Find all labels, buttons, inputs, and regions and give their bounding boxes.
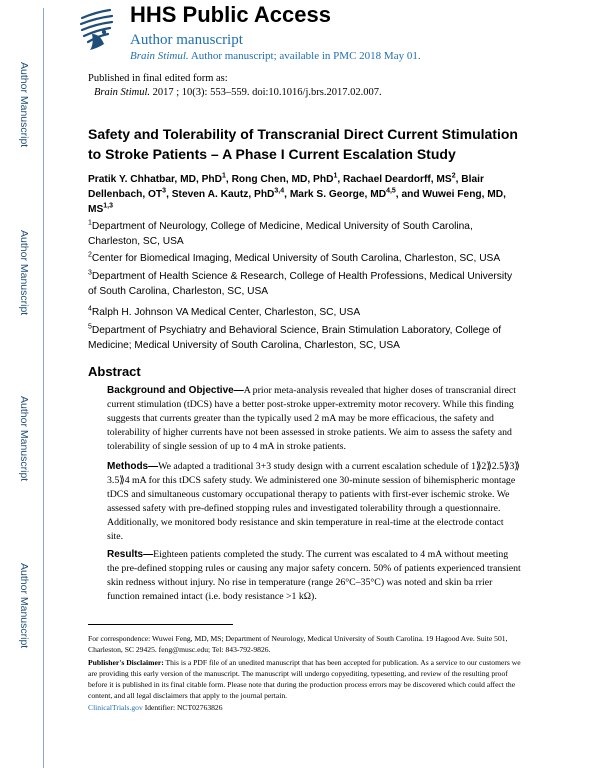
- availability-journal: Brain Stimul.: [130, 50, 189, 62]
- affiliation: [88, 252, 523, 267]
- affiliation-number: 4: [88, 305, 92, 313]
- methods-text: We adapted a traditional 3+3 study design with a current escalation schedule of 1⟫2⟫2.5⟫3⟫3.5⟫4 mA for this tDCS safety study. We administered one 30-minute session of bihemispheric montage tDCS and simultaneous customary occupational therapy to patients with first-ever ischemic stroke. We assessed safety with pre-defined stopping rules and investigated tolerability through a questionnaire. Additionally, we monitored body resistance and skin temperature in real-time at the electrode contact site.: [107, 461, 520, 542]
- publisher-disclaimer: [88, 657, 524, 701]
- affiliation-number: 5: [88, 323, 92, 331]
- author-name: Rong Chen, MD, PhD: [231, 174, 334, 185]
- abstract-results: [107, 548, 522, 604]
- author-name: Mark S. George, MD: [289, 189, 387, 200]
- sidebar-label: Author Manuscript: [18, 62, 30, 148]
- abstract-background: [107, 384, 522, 454]
- citation-line: [88, 86, 382, 100]
- hhs-eagle-logo-icon: [74, 4, 120, 54]
- article-title: Safety and Tolerability of Transcranial Direct Current Stimulation to Stroke Patients – A Phase I Current Escalation Study: [88, 126, 518, 162]
- background-label: Background and Objective—: [107, 385, 244, 396]
- trial-id-text: Identifier: NCT02763826: [144, 703, 223, 712]
- disclaimer-text: This is a PDF file of an unedited manuscript that has been accepted for publication. As a service to our customers we are providing this early version of the manuscript. The manuscript will undergo copyediting, typesetting, and review of the resulting proof before it is published in its final citable form. Please note that during the production process errors may be discovered which could affect the content, and all legal disclaimers that apply to the journal pertain.: [88, 658, 521, 700]
- abstract-methods: [107, 460, 522, 544]
- author-name: Rachael Deardorff, MS: [343, 174, 452, 185]
- sidebar-label: Author Manuscript: [18, 230, 30, 316]
- author-affil-sup: 1: [333, 172, 338, 180]
- disclaimer-label: Publisher's Disclaimer:: [88, 658, 164, 667]
- affiliation-text: Department of Health Science & Research, College of Health Professions, Medical University of South Carolina, Charleston, SC, USA: [88, 271, 513, 297]
- hhs-title: HHS Public Access: [130, 2, 331, 27]
- author-list: Pratik Y. Chhatbar, MD, PhD$^1$, Rong Chen, MD, PhD$^1$, Rachael Deardorff, $MS^2$, Blair Dellenbach, $OT^3$, Steven A. Kautz, PhD$^{3,4}$, Mark S. George, MD$^{4,5}$, and Wuwei Feng, MD, MS$^{1,3}$: [88, 172, 506, 215]
- author-name: Steven A. Kautz, PhD: [171, 189, 275, 200]
- affiliation-text: Department of Neurology, College of Medicine, Medical University of South Carolina, Charleston, SC, USA: [88, 221, 473, 247]
- background-text: A prior meta-analysis revealed that higher doses of transcranial direct current stimulation (tDCS) have a better post-stroke upper-extremity motor recovery. While this finding suggests that currents greater than the typically used 2 mA may be more efficacious, the safety and tolerability of higher currents have not been assessed in stroke patients. We aim to assess the safety and tolerability of single session of up to 4 mA in stroke patients.: [107, 385, 517, 452]
- author-name: Wuwei Feng, MD, MS: [88, 189, 506, 215]
- sidebar-label: Author Manuscript: [18, 563, 30, 649]
- results-label: Results—: [107, 549, 154, 560]
- affiliation: [88, 306, 523, 321]
- author-manuscript-subtitle: Author manuscript: [130, 32, 243, 48]
- affiliation-text: Department of Psychiatry and Behavioral Science, Brain Stimulation Laboratory, College of Medicine; Medical University of South Carolina, Charleston, SC, USA: [88, 325, 502, 351]
- affiliation: [88, 220, 523, 249]
- affiliation-number: 1: [88, 219, 92, 227]
- author-affil-sup: 3,4: [274, 187, 285, 195]
- author-affil-sup: 1,3: [103, 202, 114, 210]
- correspondence-note: For correspondence: Wuwei Feng, MD, MS; Department of Neurology, Medical University of South Carolina. 19 Hagood Ave. Suite 501, Charleston, SC 29425. feng@musc.edu; Tel: 843-792-9826.: [88, 634, 508, 654]
- author-affil-sup: 1: [221, 172, 226, 180]
- sidebar: [0, 0, 38, 776]
- results-text: Eighteen patients completed the study. The current was escalated to 4 mA without meeting the pre-defined stopping rules or causing any major safety concern. 50% of patients experienced transient skin redness without injury. No rise in temperature (range 26°C–35°C) was noted and skin ba rrier function remained intact (i.e. body resistance >1 kΩ).: [107, 549, 521, 602]
- affiliation-text: Ralph H. Johnson VA Medical Center, Charleston, SC, USA: [91, 307, 361, 318]
- clinicaltrials-link[interactable]: ClinicalTrials.gov: [88, 703, 143, 712]
- author-name: Pratik Y. Chhatbar, MD, PhD: [88, 174, 222, 185]
- author-name: Blair Dellenbach, OT: [88, 174, 484, 200]
- trial-identifier: [88, 702, 524, 713]
- availability-text: Author manuscript; available in PMC 2018 May 01.: [190, 50, 421, 62]
- author-affil-sup: 4,5: [386, 187, 396, 195]
- affiliation-text: Center for Biomedical Imaging, Medical University of South Carolina, Charleston, SC, USA: [91, 253, 501, 264]
- publication-info: [88, 72, 382, 100]
- affiliation-number: 3: [88, 269, 92, 277]
- affiliation-number: 2: [88, 251, 92, 259]
- affiliation: [88, 324, 523, 353]
- affiliation: [88, 270, 523, 299]
- published-line: Published in final edited form as:: [88, 73, 228, 84]
- citation-journal: Brain Stimul.: [94, 87, 151, 98]
- citation-details: 2017 ; 10(3): 553–559. doi:10.1016/j.brs.2017.02.007.: [152, 87, 382, 98]
- availability-line: [130, 50, 421, 62]
- methods-label: Methods—: [107, 461, 159, 472]
- footnote-rule: [88, 624, 233, 625]
- author-affil-sup: 3: [162, 187, 167, 195]
- sidebar-divider: [43, 8, 44, 768]
- sidebar-label: Author Manuscript: [18, 396, 30, 482]
- abstract-heading: Abstract: [88, 364, 141, 379]
- author-affil-sup: 2: [451, 172, 456, 180]
